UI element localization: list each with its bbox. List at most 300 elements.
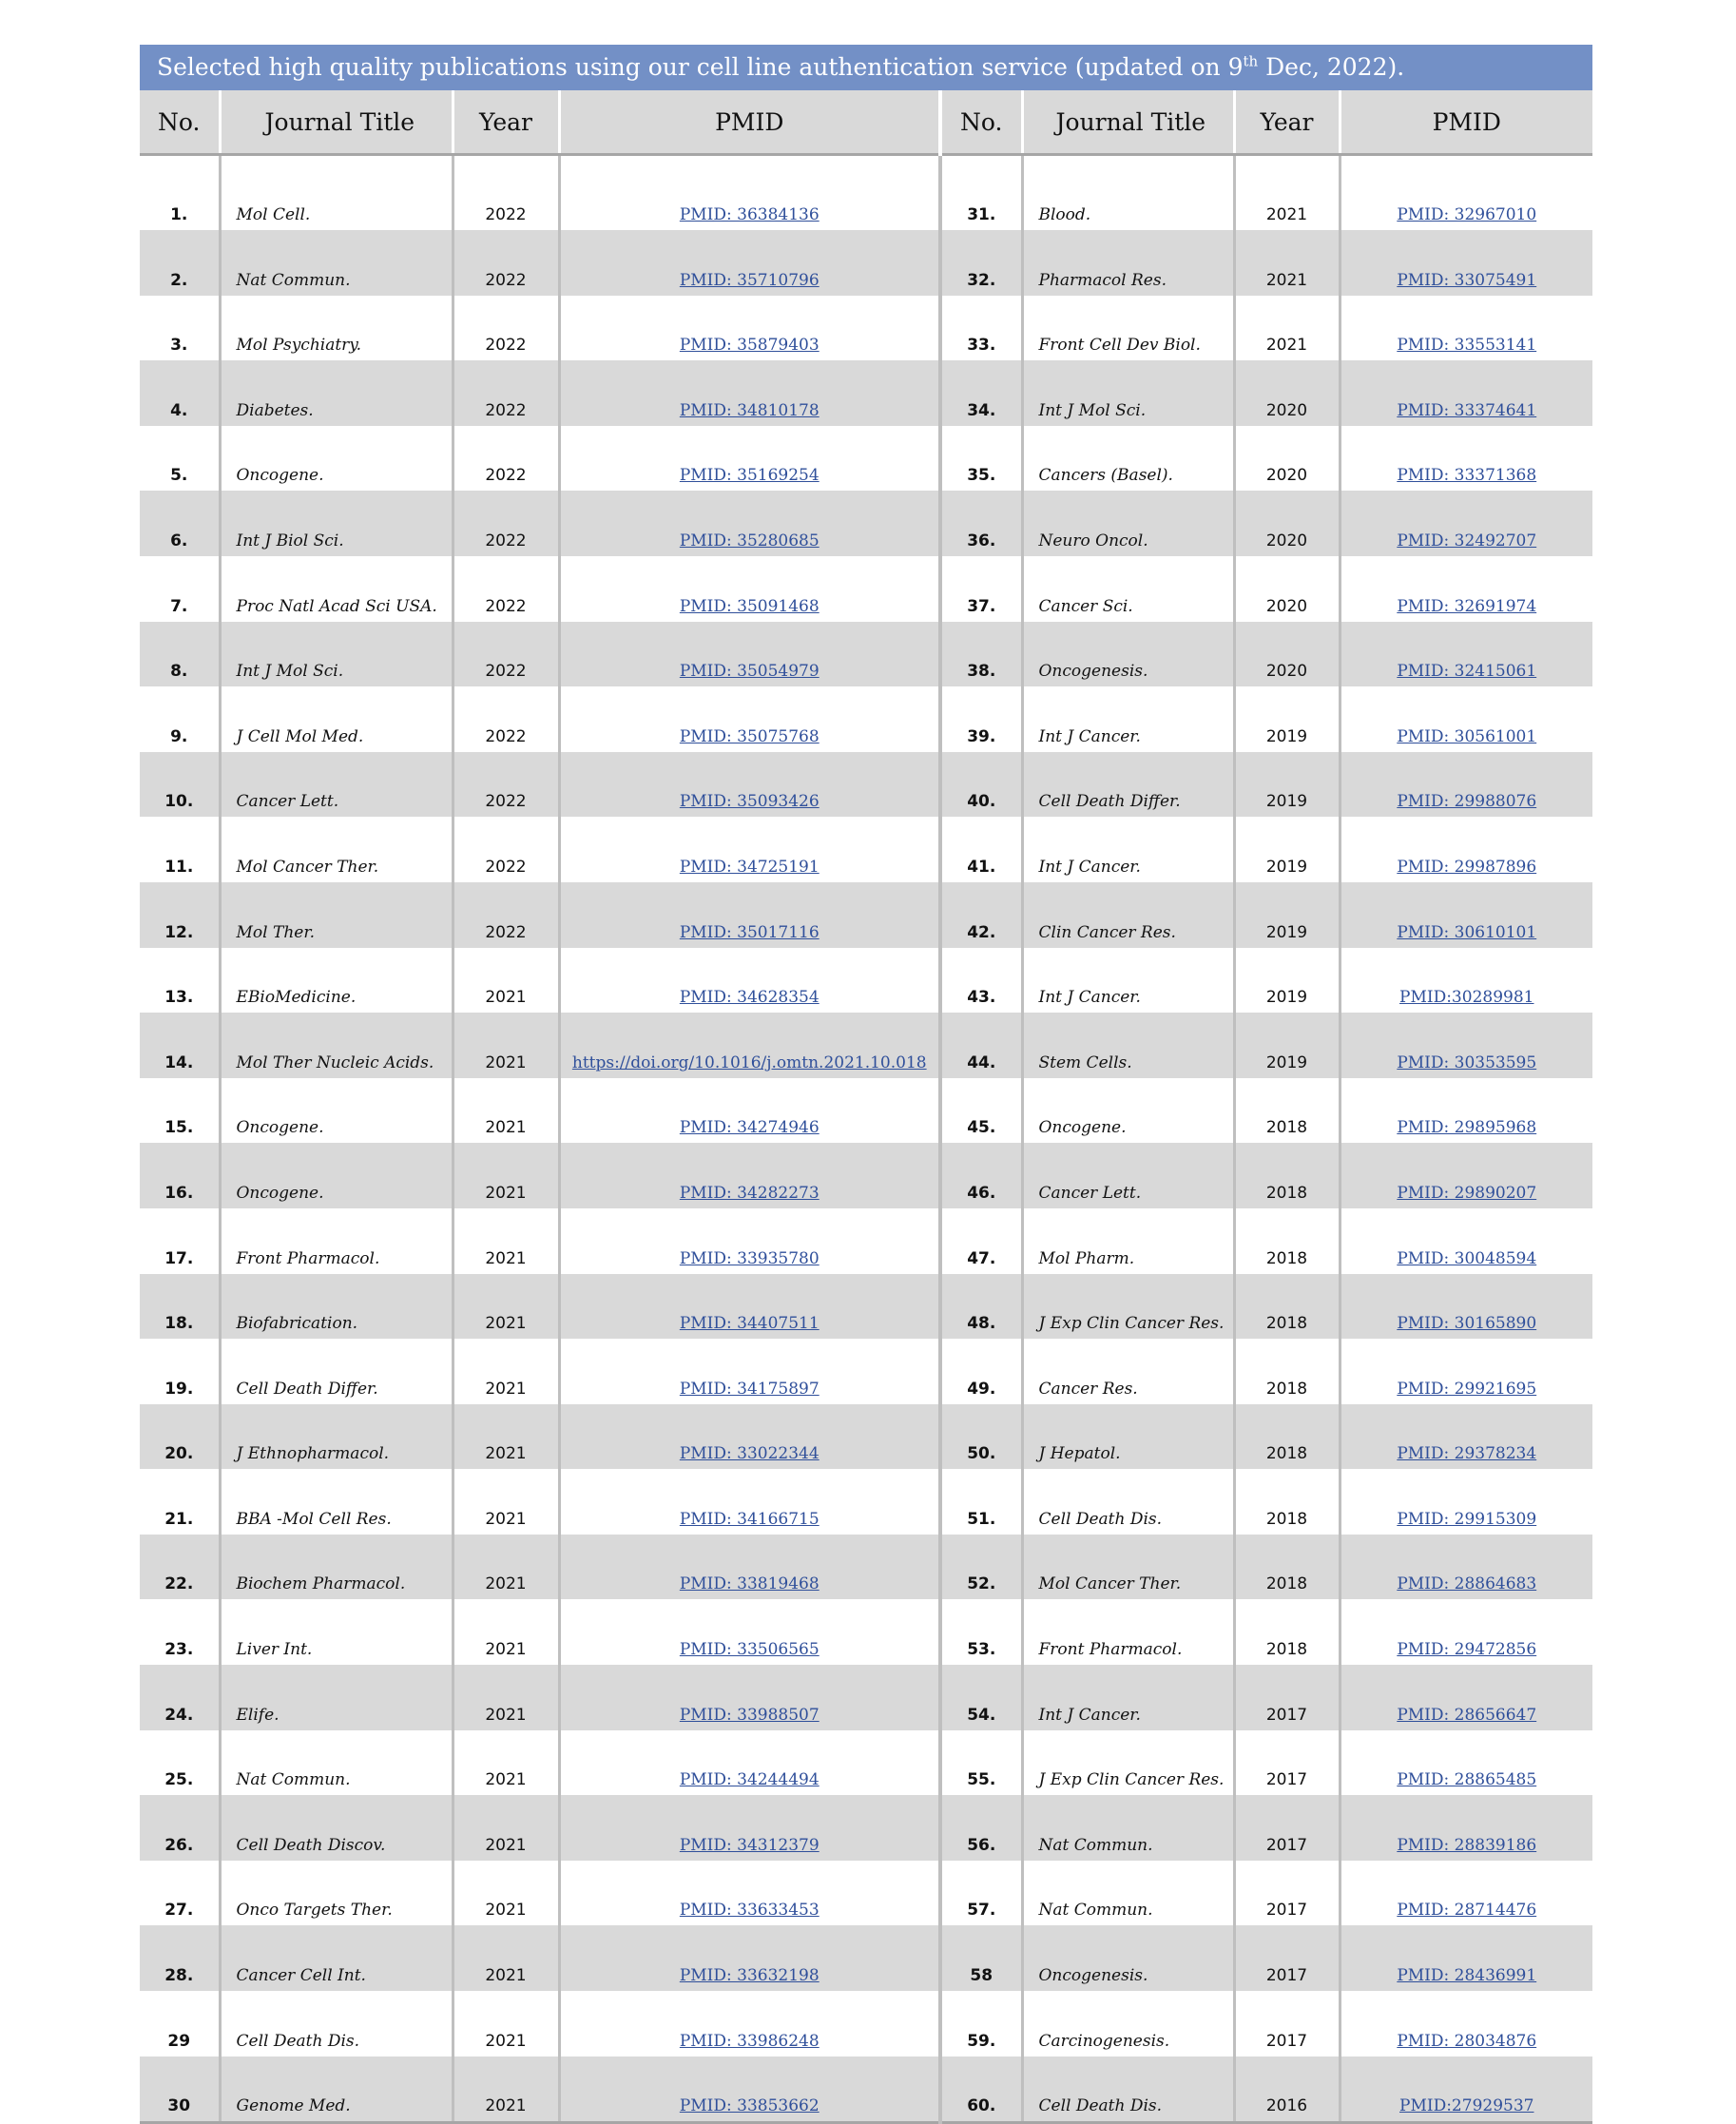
journal-title: J Cell Mol Med. bbox=[220, 686, 453, 752]
journal-title: Oncogene. bbox=[220, 1143, 453, 1208]
pmid-cell bbox=[559, 1469, 940, 1535]
pmid-link[interactable]: PMID: 33935780 bbox=[679, 1248, 820, 1268]
row-number: 13. bbox=[164, 988, 194, 1008]
publication-year: 2017 bbox=[1234, 1861, 1340, 1926]
row-number: 4. bbox=[140, 360, 220, 426]
pmid-link[interactable]: PMID: 28436991 bbox=[1397, 1966, 1537, 1986]
pmid-link[interactable]: PMID: 28839186 bbox=[1397, 1835, 1537, 1855]
journal-title: Mol Cancer Ther. bbox=[220, 817, 453, 882]
pmid-link[interactable]: PMID: 35879403 bbox=[679, 336, 820, 356]
pmid-cell bbox=[1340, 1730, 1592, 1796]
pmid-link[interactable]: PMID: 35093426 bbox=[679, 792, 820, 812]
row-number: 44. bbox=[940, 1013, 1022, 1078]
pmid-link[interactable]: PMID: 35280685 bbox=[679, 531, 820, 550]
pmid-link[interactable]: PMID: 32492707 bbox=[1397, 531, 1537, 550]
journal-title: Front Pharmacol. bbox=[1022, 1599, 1234, 1665]
pmid-cell bbox=[1340, 155, 1592, 231]
row-number: 31. bbox=[940, 155, 1022, 231]
table-row bbox=[140, 1730, 1592, 1796]
publication-year: 2020 bbox=[1234, 491, 1340, 556]
pmid-cell bbox=[1340, 1143, 1592, 1208]
journal-title: Onco Targets Ther. bbox=[220, 1861, 453, 1926]
publication-year: 2021 bbox=[1234, 230, 1340, 296]
journal-title: Elife. bbox=[220, 1665, 453, 1730]
publication-year: 2022 bbox=[453, 491, 559, 556]
pmid-link[interactable]: PMID:30289981 bbox=[1399, 988, 1534, 1008]
journal-title: J Exp Clin Cancer Res. bbox=[1022, 1730, 1234, 1796]
publication-year: 2018 bbox=[1234, 1404, 1340, 1470]
journal-title: Stem Cells. bbox=[1022, 1013, 1234, 1078]
journal-title: Cell Death Dis. bbox=[1022, 1469, 1234, 1535]
pmid-cell bbox=[559, 360, 940, 426]
pmid-cell bbox=[1340, 1991, 1592, 2056]
row-number: 52. bbox=[940, 1535, 1022, 1600]
table-row bbox=[140, 882, 1592, 948]
publication-year: 2021 bbox=[453, 1274, 559, 1340]
pmid-link[interactable]: PMID: 33986248 bbox=[679, 2031, 820, 2051]
publication-year: 2022 bbox=[453, 556, 559, 622]
pmid-cell bbox=[559, 1665, 940, 1730]
table-row bbox=[140, 1795, 1592, 1861]
journal-title: Int J Cancer. bbox=[1022, 948, 1234, 1014]
pmid-link[interactable]: PMID: 33075491 bbox=[1397, 270, 1537, 290]
publication-year: 2021 bbox=[453, 1861, 559, 1926]
journal-title: Biofabrication. bbox=[220, 1274, 453, 1340]
table-caption-banner bbox=[140, 45, 1592, 90]
header-year-right: Year bbox=[1234, 90, 1340, 155]
header-no: No. bbox=[140, 90, 220, 155]
pmid-cell bbox=[559, 1925, 940, 1991]
row-number: 57. bbox=[940, 1861, 1022, 1926]
publication-year: 2021 bbox=[453, 1665, 559, 1730]
pmid-link[interactable]: PMID: 33506565 bbox=[679, 1640, 820, 1660]
pmid-link[interactable]: PMID: 33553141 bbox=[1397, 336, 1537, 356]
pmid-link[interactable]: PMID: 33819468 bbox=[679, 1574, 820, 1594]
pmid-link[interactable]: PMID: 32691974 bbox=[1397, 596, 1537, 616]
journal-title: Int J Cancer. bbox=[1022, 817, 1234, 882]
row-number: 20. bbox=[140, 1404, 220, 1470]
row-number: 56. bbox=[940, 1795, 1022, 1861]
row-number: 36. bbox=[940, 491, 1022, 556]
pmid-cell bbox=[1340, 556, 1592, 622]
banner-text: Selected high quality publications using our cell line authentication service (updated on 9 bbox=[157, 53, 1244, 81]
pmid-link[interactable]: https://doi.org/10.1016/j.omtn.2021.10.018 bbox=[571, 1052, 927, 1072]
pmid-link[interactable]: PMID: 33853662 bbox=[679, 2096, 820, 2116]
banner-text-end: Dec, 2022). bbox=[1258, 53, 1405, 81]
pmid-cell bbox=[559, 1861, 940, 1926]
pmid-cell bbox=[1340, 296, 1592, 361]
pmid-link[interactable]: PMID: 29472856 bbox=[1397, 1640, 1537, 1660]
pmid-cell bbox=[559, 1143, 940, 1208]
pmid-cell bbox=[1340, 1208, 1592, 1274]
pmid-link[interactable]: PMID: 30561001 bbox=[1397, 726, 1537, 746]
pmid-link[interactable]: PMID: 36384136 bbox=[679, 205, 820, 224]
publication-year: 2021 bbox=[453, 1795, 559, 1861]
row-number: 49. bbox=[940, 1339, 1022, 1404]
publication-year: 2021 bbox=[453, 948, 559, 1014]
pmid-cell bbox=[1340, 752, 1592, 818]
pmid-cell bbox=[1340, 817, 1592, 882]
pmid-link[interactable]: PMID: 34407511 bbox=[679, 1314, 820, 1334]
publication-year: 2021 bbox=[453, 1078, 559, 1144]
publication-year: 2020 bbox=[1234, 556, 1340, 622]
publication-year: 2019 bbox=[1234, 882, 1340, 948]
row-number: 1. bbox=[170, 205, 188, 224]
pmid-link[interactable]: PMID: 28034876 bbox=[1397, 2031, 1537, 2051]
row-number: 11. bbox=[164, 857, 194, 877]
row-number: 7. bbox=[170, 596, 188, 616]
pmid-cell bbox=[1340, 1404, 1592, 1470]
publications-table bbox=[140, 90, 1592, 2124]
publication-year: 2021 bbox=[453, 1013, 559, 1078]
journal-title: Oncogenesis. bbox=[1022, 622, 1234, 687]
journal-title: Int J Cancer. bbox=[1022, 686, 1234, 752]
publication-year: 2019 bbox=[1234, 1013, 1340, 1078]
pmid-cell bbox=[559, 1795, 940, 1861]
row-number: 32. bbox=[940, 230, 1022, 296]
journal-title: Cancer Cell Int. bbox=[220, 1925, 453, 1991]
pmid-cell bbox=[1340, 1861, 1592, 1926]
journal-title: Cancers (Basel). bbox=[1022, 426, 1234, 492]
table-row bbox=[140, 360, 1592, 426]
publication-year: 2017 bbox=[1234, 1730, 1340, 1796]
pmid-link[interactable]: PMID: 30353595 bbox=[1397, 1052, 1537, 1072]
publication-year: 2021 bbox=[453, 1925, 559, 1991]
pmid-link[interactable]: PMID: 29378234 bbox=[1397, 1444, 1537, 1464]
row-number: 35. bbox=[940, 426, 1022, 492]
journal-title: Oncogene. bbox=[1022, 1078, 1234, 1144]
table-row bbox=[140, 2056, 1592, 2123]
pmid-link[interactable]: PMID: 29895968 bbox=[1397, 1118, 1537, 1138]
publication-year: 2021 bbox=[453, 1599, 559, 1665]
table-row bbox=[140, 1143, 1592, 1208]
pmid-link[interactable]: PMID: 35054979 bbox=[679, 662, 820, 682]
journal-title: Int J Cancer. bbox=[1022, 1665, 1234, 1730]
table-row bbox=[140, 296, 1592, 361]
pmid-link[interactable]: PMID: 30610101 bbox=[1397, 922, 1537, 942]
row-number: 38. bbox=[940, 622, 1022, 687]
row-number: 43. bbox=[940, 948, 1022, 1014]
row-number: 8. bbox=[140, 622, 220, 687]
pmid-link[interactable]: PMID: 29921695 bbox=[1397, 1379, 1537, 1399]
row-number: 39. bbox=[940, 686, 1022, 752]
row-number: 46. bbox=[940, 1143, 1022, 1208]
table-row bbox=[140, 1991, 1592, 2056]
table-row bbox=[140, 155, 1592, 231]
row-number: 29 bbox=[167, 2031, 191, 2051]
table-body bbox=[140, 155, 1592, 2123]
pmid-link[interactable]: PMID: 34166715 bbox=[679, 1509, 820, 1529]
row-number: 55. bbox=[940, 1730, 1022, 1796]
pmid-link[interactable]: PMID: 28714476 bbox=[1397, 1901, 1537, 1921]
pmid-link[interactable]: PMID: 32415061 bbox=[1397, 662, 1537, 682]
table-row bbox=[140, 556, 1592, 622]
row-number: 18. bbox=[140, 1274, 220, 1340]
row-number: 21. bbox=[164, 1509, 194, 1529]
pmid-link[interactable]: PMID: 35091468 bbox=[679, 596, 820, 616]
pmid-cell bbox=[559, 1730, 940, 1796]
row-number: 19. bbox=[164, 1379, 194, 1399]
row-number: 16. bbox=[140, 1143, 220, 1208]
journal-title: Mol Psychiatry. bbox=[220, 296, 453, 361]
pmid-cell bbox=[1340, 948, 1592, 1014]
publication-year: 2022 bbox=[453, 622, 559, 687]
pmid-cell bbox=[1340, 686, 1592, 752]
publication-year: 2018 bbox=[1234, 1143, 1340, 1208]
row-number: 23. bbox=[164, 1640, 194, 1660]
pmid-link[interactable]: PMID: 28865485 bbox=[1397, 1770, 1537, 1790]
pmid-cell bbox=[559, 1013, 940, 1078]
pmid-cell bbox=[559, 752, 940, 818]
journal-title: Carcinogenesis. bbox=[1022, 1991, 1234, 2056]
journal-title: Mol Ther. bbox=[220, 882, 453, 948]
pmid-link[interactable]: PMID: 29988076 bbox=[1397, 792, 1537, 812]
pmid-link[interactable]: PMID: 28864683 bbox=[1397, 1574, 1537, 1594]
journal-title: Oncogene. bbox=[220, 426, 453, 492]
table-row bbox=[140, 1404, 1592, 1470]
pmid-link[interactable]: PMID:27929537 bbox=[1399, 2096, 1534, 2116]
pmid-link[interactable]: PMID: 34274946 bbox=[679, 1118, 820, 1138]
pmid-cell bbox=[559, 230, 940, 296]
pmid-cell bbox=[559, 948, 940, 1014]
pmid-link[interactable]: PMID: 35017116 bbox=[679, 922, 820, 942]
row-number: 47. bbox=[940, 1208, 1022, 1274]
row-number: 15. bbox=[164, 1118, 194, 1138]
journal-title: Cell Death Differ. bbox=[220, 1339, 453, 1404]
pmid-link[interactable]: PMID: 34175897 bbox=[679, 1379, 820, 1399]
publication-year: 2021 bbox=[453, 2056, 559, 2123]
row-number: 27. bbox=[164, 1901, 194, 1921]
header-year: Year bbox=[453, 90, 559, 155]
publication-year: 2017 bbox=[1234, 1925, 1340, 1991]
publication-year: 2020 bbox=[1234, 360, 1340, 426]
row-number: 53. bbox=[940, 1599, 1022, 1665]
publication-year: 2020 bbox=[1234, 622, 1340, 687]
journal-title: Cell Death Dis. bbox=[1022, 2056, 1234, 2123]
journal-title: EBioMedicine. bbox=[220, 948, 453, 1014]
row-number: 3. bbox=[170, 336, 188, 356]
publication-year: 2017 bbox=[1234, 1795, 1340, 1861]
pmid-link[interactable]: PMID: 29890207 bbox=[1397, 1183, 1537, 1203]
pmid-cell bbox=[1340, 882, 1592, 948]
pmid-link[interactable]: PMID: 34810178 bbox=[679, 400, 820, 420]
row-number: 28. bbox=[140, 1925, 220, 1991]
publication-year: 2018 bbox=[1234, 1339, 1340, 1404]
publication-year: 2019 bbox=[1234, 817, 1340, 882]
journal-title: Diabetes. bbox=[220, 360, 453, 426]
banner-superscript: th bbox=[1243, 52, 1259, 70]
pmid-cell bbox=[1340, 1339, 1592, 1404]
pmid-link[interactable]: PMID: 34725191 bbox=[679, 857, 820, 877]
pmid-cell bbox=[1340, 491, 1592, 556]
pmid-cell bbox=[559, 155, 940, 231]
pmid-cell bbox=[559, 296, 940, 361]
publication-year: 2017 bbox=[1234, 1665, 1340, 1730]
publication-year: 2022 bbox=[453, 426, 559, 492]
publication-year: 2021 bbox=[453, 1730, 559, 1796]
journal-title: Mol Pharm. bbox=[1022, 1208, 1234, 1274]
publication-year: 2021 bbox=[453, 1339, 559, 1404]
row-number: 2. bbox=[140, 230, 220, 296]
table-row bbox=[140, 1861, 1592, 1926]
journal-title: Cancer Lett. bbox=[220, 752, 453, 818]
pmid-link[interactable]: PMID: 35075768 bbox=[679, 726, 820, 746]
row-number: 59. bbox=[940, 1991, 1022, 2056]
table-row bbox=[140, 1013, 1592, 1078]
pmid-link[interactable]: PMID: 35169254 bbox=[679, 466, 820, 486]
pmid-link[interactable]: PMID: 30048594 bbox=[1397, 1248, 1537, 1268]
pmid-cell bbox=[559, 817, 940, 882]
row-number: 30 bbox=[140, 2056, 220, 2123]
publication-year: 2021 bbox=[453, 1404, 559, 1470]
pmid-cell bbox=[1340, 1535, 1592, 1600]
pmid-link[interactable]: PMID: 33633453 bbox=[679, 1901, 820, 1921]
publication-year: 2019 bbox=[1234, 948, 1340, 1014]
journal-title: Biochem Pharmacol. bbox=[220, 1535, 453, 1600]
pmid-link[interactable]: PMID: 28656647 bbox=[1397, 1705, 1537, 1725]
publication-year: 2022 bbox=[453, 686, 559, 752]
journal-title: Genome Med. bbox=[220, 2056, 453, 2123]
publication-year: 2018 bbox=[1234, 1208, 1340, 1274]
journal-title: Proc Natl Acad Sci USA. bbox=[220, 556, 453, 622]
publication-year: 2021 bbox=[453, 1143, 559, 1208]
row-number: 22. bbox=[140, 1535, 220, 1600]
row-number: 6. bbox=[140, 491, 220, 556]
pmid-link[interactable]: PMID: 34628354 bbox=[679, 988, 820, 1008]
table-row bbox=[140, 1078, 1592, 1144]
publication-year: 2018 bbox=[1234, 1078, 1340, 1144]
publication-year: 2022 bbox=[453, 882, 559, 948]
journal-title: Front Pharmacol. bbox=[220, 1208, 453, 1274]
pmid-link[interactable]: PMID: 29987896 bbox=[1397, 857, 1537, 877]
row-number: 34. bbox=[940, 360, 1022, 426]
publication-year: 2021 bbox=[453, 1469, 559, 1535]
journal-title: Mol Cell. bbox=[220, 155, 453, 231]
pmid-cell bbox=[1340, 622, 1592, 687]
journal-title: Int J Biol Sci. bbox=[220, 491, 453, 556]
table-row bbox=[140, 1599, 1592, 1665]
header-journal-title: Journal Title bbox=[220, 90, 453, 155]
pmid-cell bbox=[559, 556, 940, 622]
pmid-link[interactable]: PMID: 30165890 bbox=[1397, 1314, 1537, 1334]
journal-title: Mol Cancer Ther. bbox=[1022, 1535, 1234, 1600]
pmid-cell bbox=[1340, 1078, 1592, 1144]
publication-year: 2022 bbox=[453, 817, 559, 882]
pmid-link[interactable]: PMID: 35710796 bbox=[679, 270, 820, 290]
pmid-link[interactable]: PMID: 29915309 bbox=[1397, 1509, 1537, 1529]
journal-title: J Ethnopharmacol. bbox=[220, 1404, 453, 1470]
pmid-link[interactable]: PMID: 33022344 bbox=[679, 1444, 820, 1464]
pmid-cell bbox=[1340, 1599, 1592, 1665]
table-row bbox=[140, 1208, 1592, 1274]
journal-title: Cancer Res. bbox=[1022, 1339, 1234, 1404]
journal-title: Blood. bbox=[1022, 155, 1234, 231]
pmid-cell bbox=[559, 622, 940, 687]
pmid-cell bbox=[1340, 1795, 1592, 1861]
publication-year: 2022 bbox=[453, 752, 559, 818]
pmid-link[interactable]: PMID: 32967010 bbox=[1397, 205, 1537, 224]
pmid-link[interactable]: PMID: 33374641 bbox=[1397, 400, 1537, 420]
header-row bbox=[140, 90, 1592, 155]
publication-year: 2021 bbox=[453, 1991, 559, 2056]
pmid-link[interactable]: PMID: 34312379 bbox=[679, 1835, 820, 1855]
journal-title: Neuro Oncol. bbox=[1022, 491, 1234, 556]
journal-title: Clin Cancer Res. bbox=[1022, 882, 1234, 948]
publication-year: 2020 bbox=[1234, 426, 1340, 492]
pmid-cell bbox=[559, 1339, 940, 1404]
row-number: 10. bbox=[140, 752, 220, 818]
row-number: 48. bbox=[940, 1274, 1022, 1340]
row-number: 51. bbox=[940, 1469, 1022, 1535]
row-number: 26. bbox=[140, 1795, 220, 1861]
pmid-cell bbox=[559, 491, 940, 556]
journal-title: Int J Mol Sci. bbox=[1022, 360, 1234, 426]
pmid-link[interactable]: PMID: 33988507 bbox=[679, 1705, 820, 1725]
row-number: 40. bbox=[940, 752, 1022, 818]
row-number: 24. bbox=[140, 1665, 220, 1730]
journal-title: Cell Death Discov. bbox=[220, 1795, 453, 1861]
row-number: 25. bbox=[164, 1770, 194, 1790]
pmid-cell bbox=[1340, 2056, 1592, 2123]
pmid-link[interactable]: PMID: 34244494 bbox=[679, 1770, 820, 1790]
header-pmid-right: PMID bbox=[1340, 90, 1592, 155]
publication-year: 2018 bbox=[1234, 1535, 1340, 1600]
pmid-cell bbox=[559, 426, 940, 492]
table-row bbox=[140, 1665, 1592, 1730]
pmid-cell bbox=[559, 686, 940, 752]
row-number: 41. bbox=[940, 817, 1022, 882]
row-number: 17. bbox=[164, 1248, 194, 1268]
publication-year: 2018 bbox=[1234, 1274, 1340, 1340]
pmid-cell bbox=[1340, 1665, 1592, 1730]
row-number: 42. bbox=[940, 882, 1022, 948]
journal-title: J Hepatol. bbox=[1022, 1404, 1234, 1470]
pmid-link[interactable]: PMID: 33632198 bbox=[679, 1966, 820, 1986]
row-number: 37. bbox=[940, 556, 1022, 622]
table-row bbox=[140, 1469, 1592, 1535]
table-row bbox=[140, 1339, 1592, 1404]
pmid-link[interactable]: PMID: 34282273 bbox=[679, 1183, 820, 1203]
table-row bbox=[140, 817, 1592, 882]
journal-title: Nat Commun. bbox=[1022, 1861, 1234, 1926]
row-number: 60. bbox=[940, 2056, 1022, 2123]
publication-year: 2022 bbox=[453, 230, 559, 296]
publication-year: 2018 bbox=[1234, 1469, 1340, 1535]
table-row bbox=[140, 948, 1592, 1014]
table-row bbox=[140, 1925, 1592, 1991]
journal-title: Cancer Sci. bbox=[1022, 556, 1234, 622]
table-row bbox=[140, 230, 1592, 296]
header-no-right: No. bbox=[940, 90, 1022, 155]
journal-title: Cell Death Differ. bbox=[1022, 752, 1234, 818]
pmid-link[interactable]: PMID: 33371368 bbox=[1397, 466, 1537, 486]
pmid-cell bbox=[559, 1991, 940, 2056]
table-row bbox=[140, 1274, 1592, 1340]
publication-year: 2017 bbox=[1234, 1991, 1340, 2056]
pmid-cell bbox=[1340, 230, 1592, 296]
row-number: 50. bbox=[940, 1404, 1022, 1470]
journal-title: Oncogenesis. bbox=[1022, 1925, 1234, 1991]
publication-year: 2019 bbox=[1234, 752, 1340, 818]
pmid-cell bbox=[1340, 426, 1592, 492]
row-number: 45. bbox=[940, 1078, 1022, 1144]
publication-year: 2019 bbox=[1234, 686, 1340, 752]
pmid-cell bbox=[1340, 1274, 1592, 1340]
pmid-cell bbox=[559, 1078, 940, 1144]
journal-title: Front Cell Dev Biol. bbox=[1022, 296, 1234, 361]
row-number: 58 bbox=[940, 1925, 1022, 1991]
journal-title: Oncogene. bbox=[220, 1078, 453, 1144]
